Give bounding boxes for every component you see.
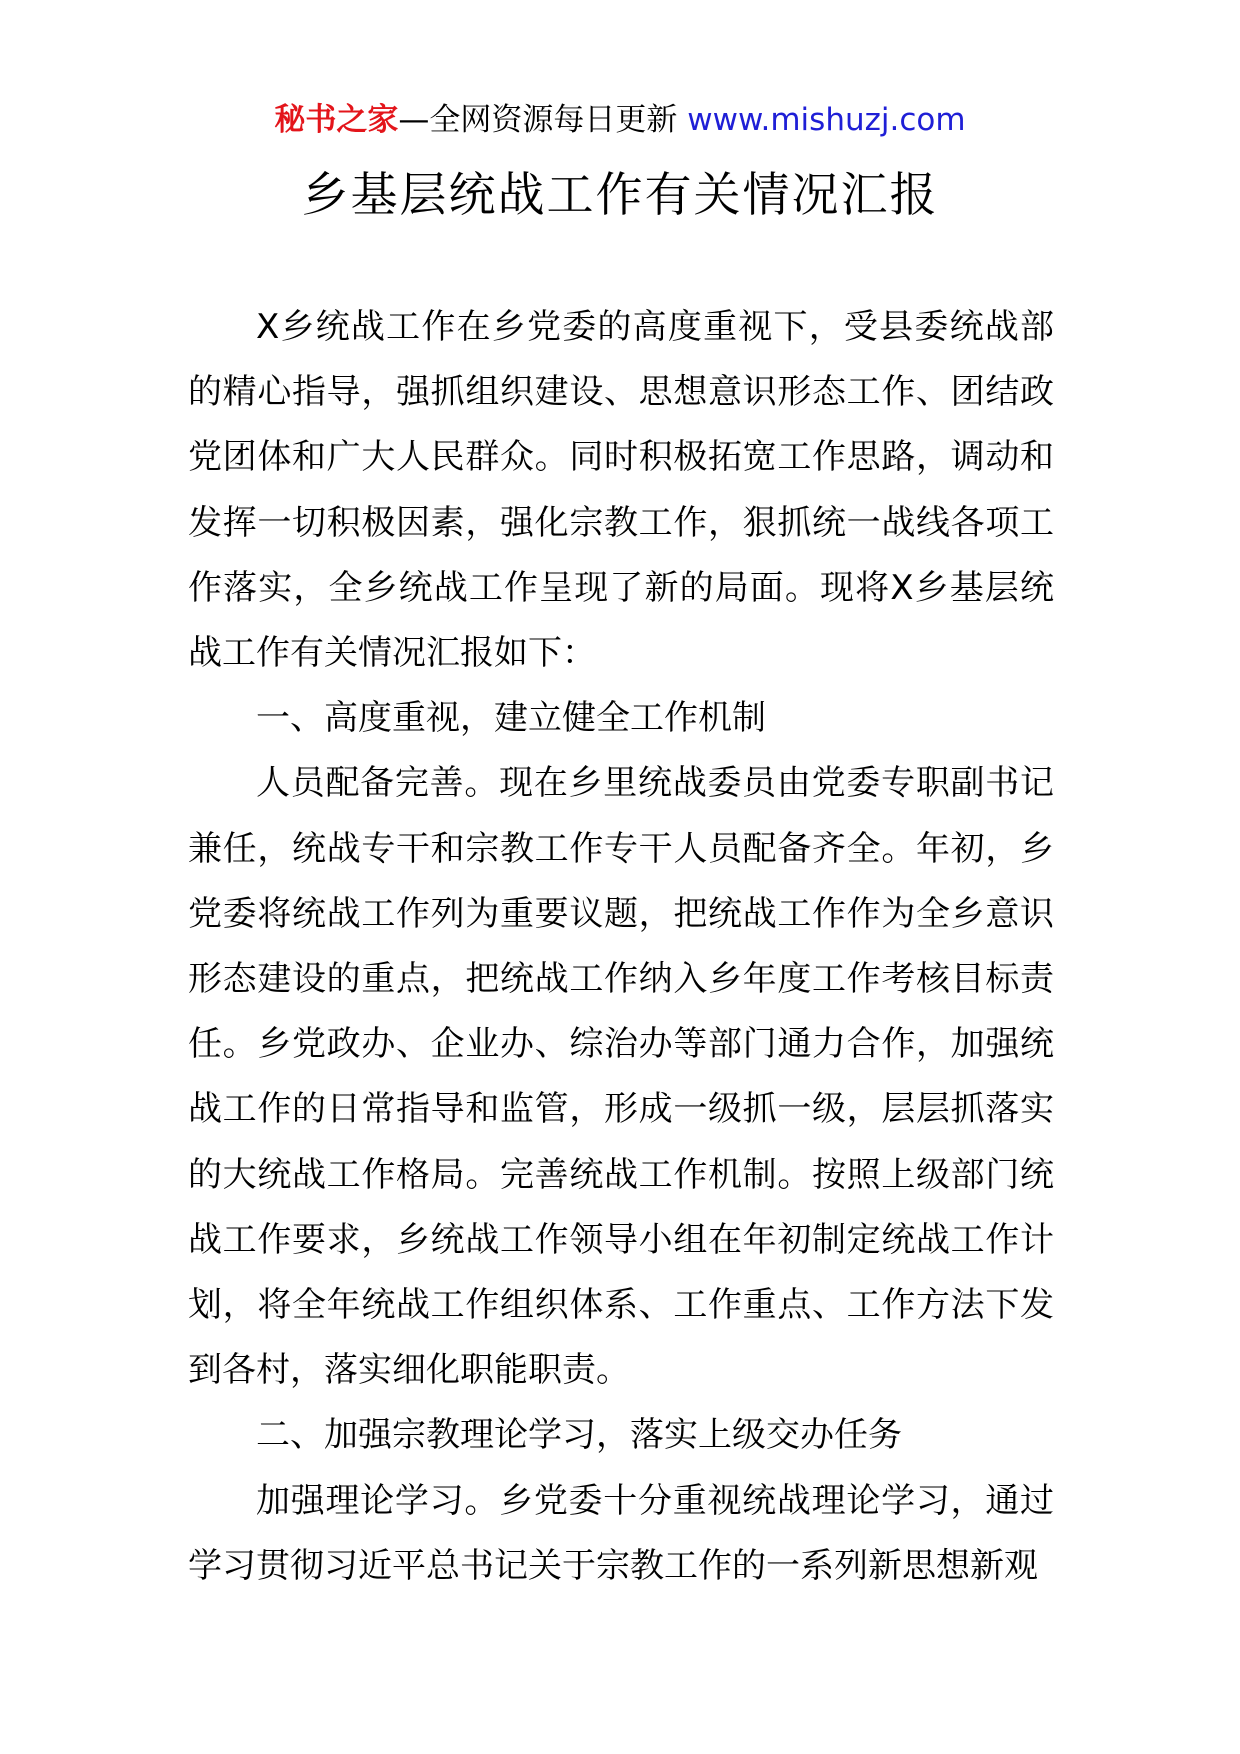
site-url-link[interactable]: www.mishuzj.com bbox=[687, 102, 966, 138]
document-body bbox=[188, 295, 1054, 1599]
site-header bbox=[0, 98, 1240, 142]
section-heading-2: 二、加强宗教理论学习，落实上级交办任务 bbox=[256, 1415, 902, 1456]
document-title: 乡基层统战工作有关情况汇报 bbox=[301, 168, 939, 223]
intro-paragraph: X乡统战工作在乡党委的高度重视下，受县委统战部的精心指导，强抓组织建设、思想意识形态工作、团结政党团体和广大人民群众。同时积极拓宽工作思路，调动和发挥一切积极因素，强化宗教工作，狠抓统一战线各项工作落实，全乡统战工作呈现了新的局面。现将X乡基层统战工作有关情况汇报如下： bbox=[188, 307, 1054, 674]
section-1-paragraph: 人员配备完善。现在乡里统战委员由党委专职副书记兼任，统战专干和宗教工作专干人员配备齐全。年初，乡党委将统战工作列为重要议题，把统战工作作为全乡意识形态建设的重点，把统战工作纳入乡年度工作考核目标责任。乡党政办、企业办、综治办等部门通力合作，加强统战工作的日常指导和监管，形成一级抓一级，层层抓落实的大统战工作格局。完善统战工作机制。按照上级部门统战工作要求，乡统战工作领导小组在年初制定统战工作计划，将全年统战工作组织体系、工作重点、工作方法下发到各村，落实细化职能职责。 bbox=[188, 763, 1054, 1391]
section-2-paragraph: 加强理论学习。乡党委十分重视统战理论学习，通过学习贯彻习近平总书记关于宗教工作的一系列新思想新观 bbox=[188, 1480, 1054, 1586]
header-tagline: —全网资源每日更新 bbox=[398, 102, 678, 138]
brand-name: 秘书之家 bbox=[274, 102, 399, 138]
section-heading-1: 一、高度重视，建立健全工作机制 bbox=[256, 698, 766, 739]
